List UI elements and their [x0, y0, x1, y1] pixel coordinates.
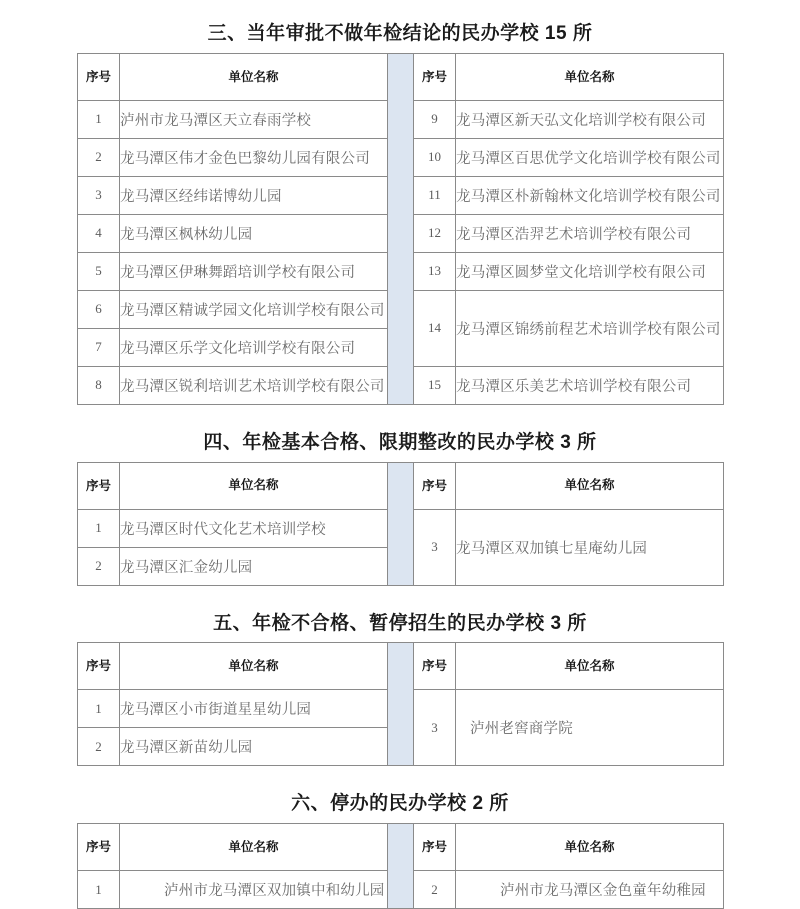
table-row: [78, 290, 724, 328]
header-name-left: 单位名称: [120, 643, 388, 690]
section-5-title: 五、年检不合格、暂停招生的民办学校 3 所: [213, 612, 587, 634]
section-4-table: [77, 462, 724, 586]
table-row: [78, 176, 724, 214]
column-separator: [388, 176, 414, 214]
row-name: 泸州市龙马潭区天立春雨学校: [120, 100, 388, 138]
row-name: 龙马潭区伊琳舞蹈培训学校有限公司: [120, 252, 388, 290]
row-index: 6: [78, 290, 120, 328]
table-header-row: [78, 462, 724, 509]
row-name: 龙马潭区圆梦堂文化培训学校有限公司: [456, 252, 724, 290]
row-name: 龙马潭区汇金幼儿园: [120, 547, 388, 585]
row-name: 龙马潭区浩羿艺术培训学校有限公司: [456, 214, 724, 252]
spacer-top: [0, 0, 800, 22]
header-name-left: 单位名称: [120, 462, 388, 509]
table-header-row: [78, 824, 724, 871]
header-index-left: 序号: [78, 53, 120, 100]
section-6: [77, 792, 723, 909]
column-separator: [388, 690, 414, 728]
header-name-left: 单位名称: [120, 824, 388, 871]
row-index: 11: [414, 176, 456, 214]
table-row: [78, 252, 724, 290]
header-index-left: 序号: [78, 643, 120, 690]
row-index: 12: [414, 214, 456, 252]
row-name: 龙马潭区精诚学园文化培训学校有限公司: [120, 290, 388, 328]
header-name-right: 单位名称: [456, 824, 724, 871]
header-index-right: 序号: [414, 643, 456, 690]
column-separator: [388, 53, 414, 100]
row-index: 1: [78, 100, 120, 138]
column-separator: [388, 366, 414, 404]
row-name: 龙马潭区时代文化艺术培训学校: [120, 509, 388, 547]
row-index: 10: [414, 138, 456, 176]
row-name: 泸州老窖商学院: [456, 690, 724, 766]
row-index: 1: [78, 509, 120, 547]
table-row: [78, 690, 724, 728]
row-name: 龙马潭区小市街道星星幼儿园: [120, 690, 388, 728]
header-index-right: 序号: [414, 53, 456, 100]
row-name: 龙马潭区锐利培训艺术培训学校有限公司: [120, 366, 388, 404]
row-index: 15: [414, 366, 456, 404]
row-name: 龙马潭区新苗幼儿园: [120, 728, 388, 766]
row-index: 3: [414, 509, 456, 585]
column-separator: [388, 252, 414, 290]
column-separator: [388, 290, 414, 328]
header-name-right: 单位名称: [456, 643, 724, 690]
section-3-table: [77, 53, 724, 405]
table-header-row: [78, 643, 724, 690]
table-row: [78, 214, 724, 252]
table-row: [78, 366, 724, 404]
section-6-title: 六、停办的民办学校 2 所: [291, 793, 509, 815]
row-index: 1: [78, 690, 120, 728]
row-index: 14: [414, 290, 456, 366]
header-index-left: 序号: [78, 462, 120, 509]
table-row: [78, 509, 724, 547]
row-name: 龙马潭区百思优学文化培训学校有限公司: [456, 138, 724, 176]
row-index: 1: [78, 871, 120, 909]
column-separator: [388, 728, 414, 766]
row-index: 9: [414, 100, 456, 138]
column-separator: [388, 509, 414, 547]
header-name-left: 单位名称: [120, 53, 388, 100]
row-index: 2: [78, 547, 120, 585]
table-row: [78, 100, 724, 138]
column-separator: [388, 100, 414, 138]
section-4-title: 四、年检基本合格、限期整改的民办学校 3 所: [203, 431, 597, 453]
row-name: 龙马潭区新天弘文化培训学校有限公司: [456, 100, 724, 138]
column-separator: [388, 871, 414, 909]
row-name: 龙马潭区锦绣前程艺术培训学校有限公司: [456, 290, 724, 366]
header-name-right: 单位名称: [456, 53, 724, 100]
row-index: 3: [78, 176, 120, 214]
header-index-left: 序号: [78, 824, 120, 871]
row-index: 7: [78, 328, 120, 366]
row-name: 龙马潭区乐学文化培训学校有限公司: [120, 328, 388, 366]
column-separator: [388, 547, 414, 585]
section-5: [77, 612, 723, 767]
section-3-title: 三、当年审批不做年检结论的民办学校 15 所: [207, 23, 593, 44]
row-name: 龙马潭区双加镇七星庵幼儿园: [456, 509, 724, 585]
row-name: 龙马潭区枫林幼儿园: [120, 214, 388, 252]
row-name: 龙马潭区朴新翰林文化培训学校有限公司: [456, 176, 724, 214]
column-separator: [388, 824, 414, 871]
row-name: 泸州市龙马潭区双加镇中和幼儿园: [120, 871, 388, 909]
row-index: 2: [78, 138, 120, 176]
table-row: [78, 871, 724, 909]
row-name: 龙马潭区乐美艺术培训学校有限公司: [456, 366, 724, 404]
section-4: [77, 431, 723, 586]
row-index: 3: [414, 690, 456, 766]
column-separator: [388, 462, 414, 509]
section-6-table: [77, 823, 724, 909]
header-index-right: 序号: [414, 462, 456, 509]
section-3: [77, 22, 723, 405]
header-name-right: 单位名称: [456, 462, 724, 509]
row-index: 5: [78, 252, 120, 290]
column-separator: [388, 138, 414, 176]
row-index: 4: [78, 214, 120, 252]
section-5-table: [77, 642, 724, 766]
row-index: 2: [414, 871, 456, 909]
table-row: [78, 138, 724, 176]
column-separator: [388, 643, 414, 690]
header-index-right: 序号: [414, 824, 456, 871]
table-header-row: [78, 53, 724, 100]
row-name: 泸州市龙马潭区金色童年幼稚园: [456, 871, 724, 909]
column-separator: [388, 214, 414, 252]
column-separator: [388, 328, 414, 366]
row-name: 龙马潭区经纬诺博幼儿园: [120, 176, 388, 214]
row-index: 8: [78, 366, 120, 404]
row-name: 龙马潭区伟才金色巴黎幼儿园有限公司: [120, 138, 388, 176]
row-index: 2: [78, 728, 120, 766]
row-index: 13: [414, 252, 456, 290]
